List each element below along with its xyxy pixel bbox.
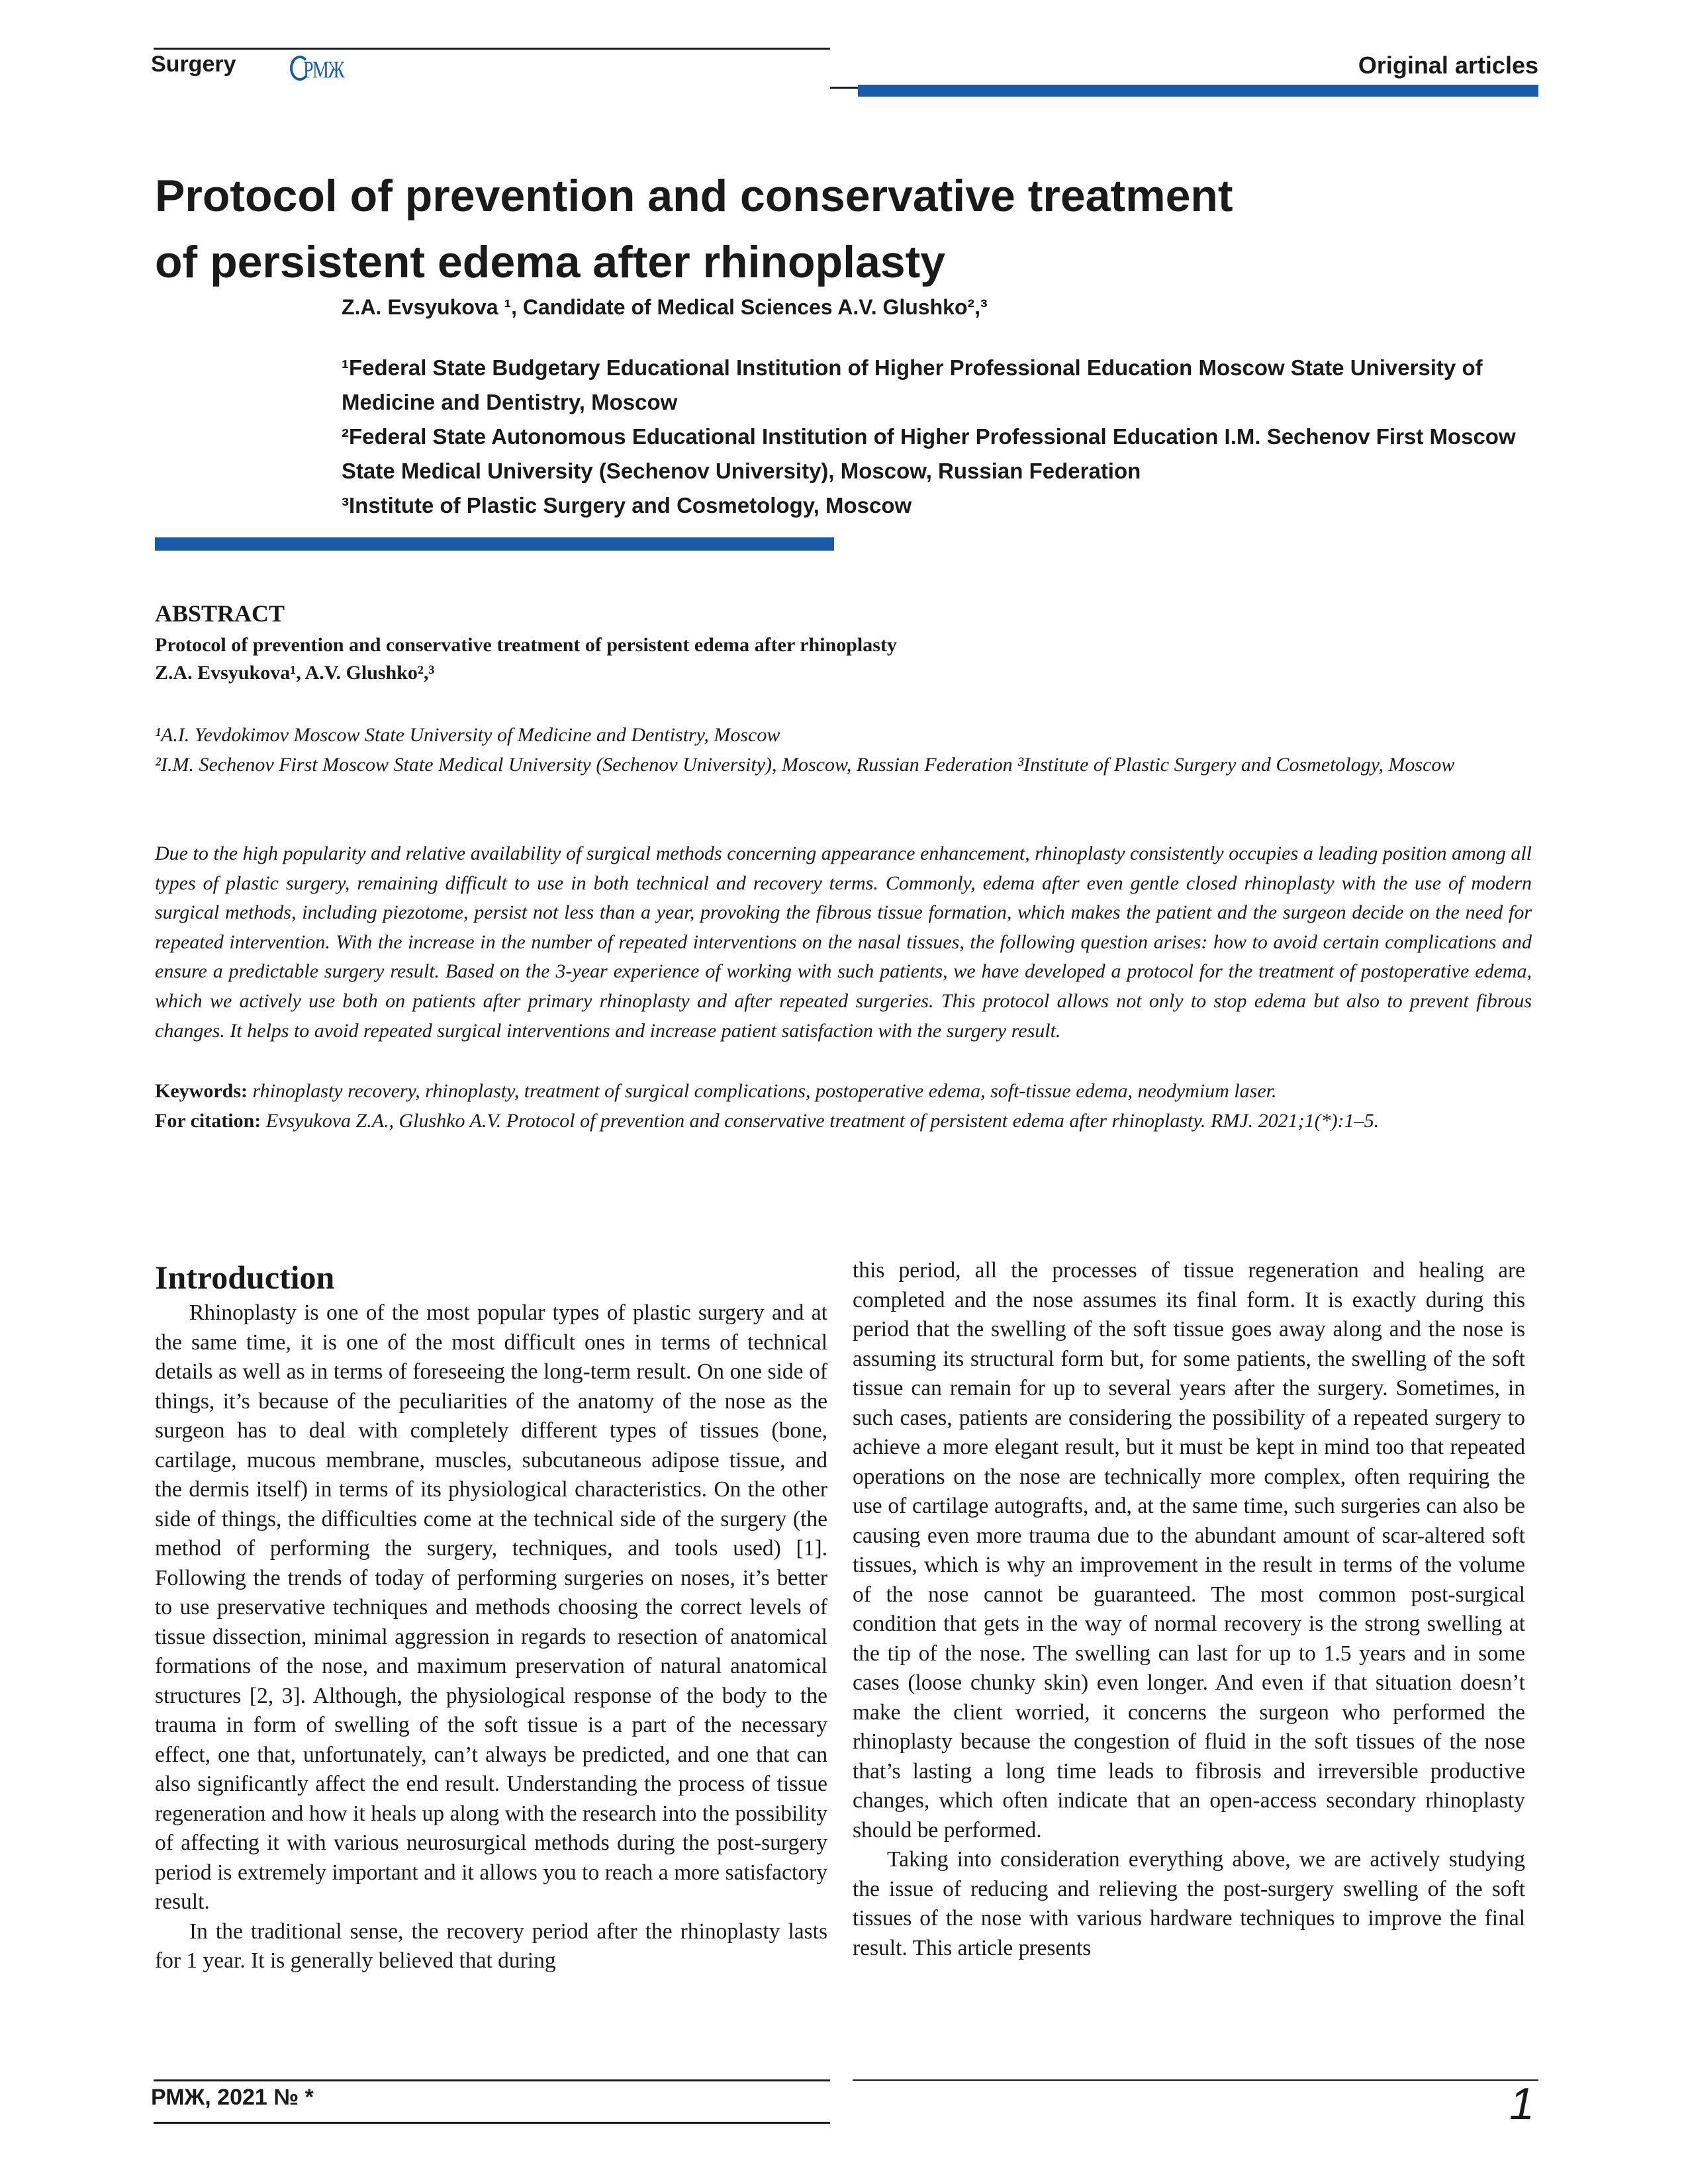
affiliation-2: ²Federal State Autonomous Educational Institution of Higher Professional Education I.M. Sechenov First Moscow State Medical University (Sechenov University), Moscow, Russian Federation [342, 424, 1516, 483]
article-title-line-1: Protocol of prevention and conservative treatment [155, 171, 1233, 221]
page-number: 1 [1509, 2079, 1534, 2129]
keywords-line [155, 1077, 1532, 1107]
body-column-right [853, 1256, 1525, 1963]
affiliations [342, 351, 1540, 523]
author-list: Z.A. Evsyukova ¹, Candidate of Medical Sciences A.V. Glushko²,³ [342, 295, 988, 319]
abstract-body: Due to the high popularity and relative availability of surgical methods concerning appearance enhancement, rhinoplasty consistently occupies a leading position among all types of plastic surgery, remaining difficult to use in both technical and recovery terms. Commonly, edema after even gentle closed rhinoplasty with the use of modern surgical methods, including piezotome, persist not less than a year, provoking the fibrous tissue formation, which makes the patient and the surgeon decide on the need for repeated intervention. With the increase in the number of repeated interventions on the nasal tissues, the following question arises: how to avoid certain complications and ensure a predictable surgery result. Based on the 3-year experience of working with such patients, we have developed a protocol for the treatment of postoperative edema, which we actively use both on patients after primary rhinoplasty and after repeated surgeries. This protocol allows not only to stop edema but also to prevent fibrous changes. It helps to avoid repeated surgical interventions and increase patient satisfaction with the surgery result. [155, 842, 1532, 1042]
abstract-authors: Z.A. Evsyukova¹, A.V. Glushko²,³ [155, 662, 435, 684]
header-accent-bar [858, 85, 1538, 97]
abstract-meta [155, 1077, 1532, 1136]
logo-text: РМЖ [303, 56, 344, 83]
keywords-text: rhinoplasty recovery, rhinoplasty, treatment of surgical complications, postoperative edema, soft-tissue edema, neodymium laser. [252, 1080, 1277, 1102]
intro-paragraph-1: Rhinoplasty is one of the most popular types of plastic surgery and at the same time, it is one of the most difficult ones in terms of technical details as well as in terms of foreseeing the long-term result. On one side of things, it’s because of the peculiarities of the anatomy of the nose as the surgeon has to deal with completely different types of tissues (bone, cartilage, mucous membrane, muscles, subcutaneous adipose tissue, and the dermis itself) in terms of its physiological characteristics. On the other side of things, the difficulties come at the technical side of the surgery (the method of performing the surgery, techniques, and tools used) [1]. Following the trends of today of performing surgeries on noses, it’s better to use preservative techniques and methods choosing the correct levels of tissue dissection, minimal aggression in regards to resection of anatomical formations of the nose, and maximum preservation of natural anatomical structures [2, 3]. Although, the physiological response of the body to the trauma in form of swelling of the soft tissue is a part of the necessary effect, one that, unfortunately, can’t always be predicted, and one that can also significantly affect the end result. Understanding the process of tissue regeneration and how it heals up along with the research into the possibility of affecting it with various neurosurgical methods during the post-surgery period is extremely important and it allows you to reach a more satisfactory result. [155, 1300, 827, 1914]
intro-paragraph-3: this period, all the processes of tissue regeneration and healing are completed and the nose assumes its final form. It is exactly during this period that the swelling of the soft tissue goes away along and the nose is assuming its structural form but, for some patients, the swelling of the soft tissue can remain for up to several years after the surgery. Sometimes, in such cases, patients are considering the possibility of a repeated surgery to achieve a more elegant result, but it must be kept in mind too that repeated operations on the nose are technically more complex, often requiring the use of cartilage autografts, and, at the same time, such surgeries can also be causing even more trauma due to the abundant amount of scar-altered soft tissues, which is why an improvement in the result in terms of the volume of the nose cannot be guaranteed. The most common post-surgical condition that gets in the way of normal recovery is the strong swelling at the tip of the nose. The swelling can last for up to 1.5 years and in some cases (loose chunky skin) even longer. And even if that situation doesn’t make the client worried, it concerns the surgeon who performed the rhinoplasty because the congestion of fluid in the soft tissues of the nose that’s lasting a long time leads to fibrosis and irreversible productive changes, which often indicate that an open-access secondary rhinoplasty should be performed. [853, 1258, 1525, 1843]
footer-rule-left [154, 2079, 830, 2081]
citation-text: Evsyukova Z.A., Glushko A.V. Protocol of prevention and conservative treatment of persistent edema after rhinoplasty. RMJ. 2021;1(*):1–5. [265, 1109, 1380, 1132]
abstract-heading: ABSTRACT [155, 600, 285, 627]
article-type-label: Original articles [1358, 52, 1538, 79]
section-label: Surgery [151, 52, 236, 77]
footer-rule-bottom [154, 2122, 830, 2124]
body-column-left [155, 1257, 827, 1976]
intro-heading: Introduction [155, 1259, 335, 1296]
affiliation-1: ¹Federal State Budgetary Educational Institution of Higher Professional Education Moscow State University of Medicine and Dentistry, Moscow [342, 355, 1483, 414]
header-rule-left [154, 48, 830, 50]
title-accent-bar [155, 537, 834, 551]
abstract-title: Protocol of prevention and conservative treatment of persistent edema after rhinoplasty [155, 634, 897, 656]
abstract-affiliations [155, 720, 1532, 780]
journal-logo [290, 53, 350, 86]
keywords-label: Keywords: [155, 1080, 248, 1102]
abstract-affiliation-2: ²I.M. Sechenov First Moscow State Medical University (Sechenov University), Moscow, Russian Federation ³Institute of Plastic Surgery and Cosmetology, Moscow [155, 754, 1455, 776]
article-title [155, 163, 1413, 295]
abstract-affiliation-1: ¹A.I. Yevdokimov Moscow State University of Medicine and Dentistry, Moscow [155, 724, 780, 746]
intro-paragraph-4: Taking into consideration everything above, we are actively studying the issue of reducing and relieving the post-surgery swelling of the soft tissues of the nose with various hardware techniques to improve the final result. This article presents [853, 1847, 1525, 1960]
citation-label: For citation: [155, 1109, 261, 1132]
footer-journal: РМЖ, 2021 № * [151, 2085, 314, 2110]
affiliation-3: ³Institute of Plastic Surgery and Cosmetology, Moscow [342, 493, 912, 518]
article-title-line-2: of persistent edema after rhinoplasty [155, 237, 946, 287]
footer-rule-right [853, 2079, 1538, 2081]
citation-line [155, 1107, 1532, 1136]
intro-paragraph-2: In the traditional sense, the recovery period after the rhinoplasty lasts for 1 year. It is generally believed that during [155, 1919, 827, 1973]
